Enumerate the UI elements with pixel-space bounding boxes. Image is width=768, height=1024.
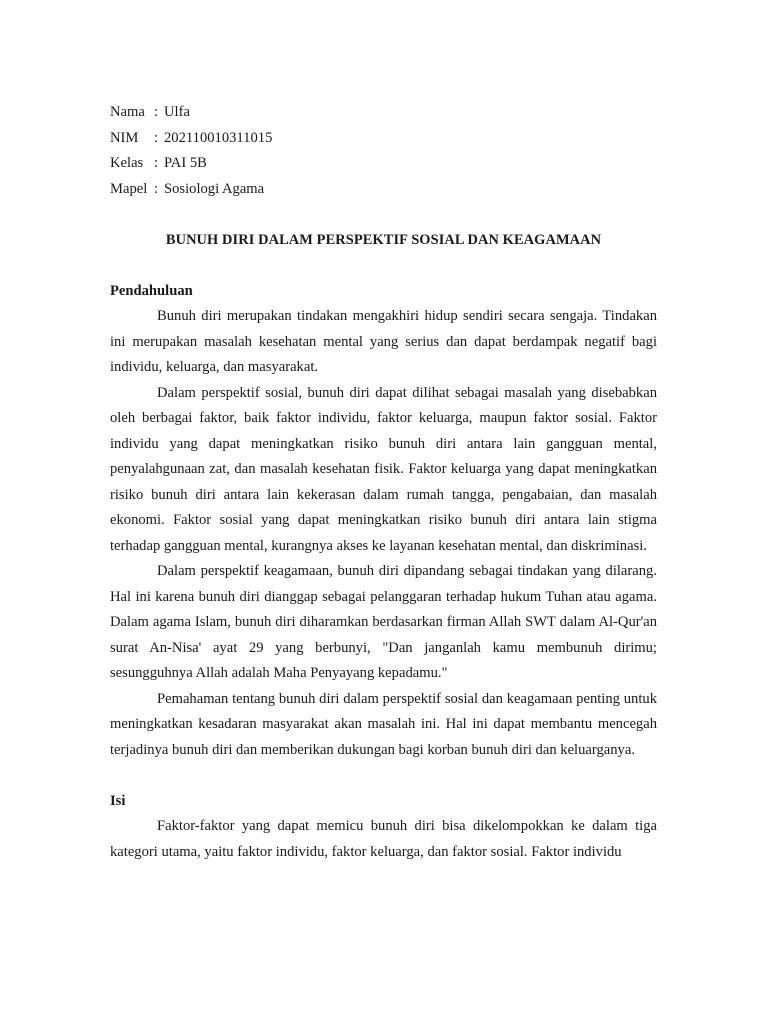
info-label: Nama bbox=[110, 104, 145, 120]
info-separator: : bbox=[154, 104, 159, 120]
info-value: Ulfa bbox=[164, 104, 190, 120]
student-info-subject bbox=[110, 177, 657, 203]
paragraph: Bunuh diri merupakan tindakan mengakhiri hidup sendiri secara sengaja. Tindakan ini merupakan masalah kesehatan mental yang serius dan dapat berdampak negatif bagi individu, keluarga, dan masyarakat. bbox=[110, 308, 657, 375]
student-info-class bbox=[110, 151, 657, 177]
section-heading-pendahuluan: Pendahuluan bbox=[110, 282, 193, 299]
paragraph: Dalam perspektif sosial, bunuh diri dapat dilihat sebagai masalah yang disebabkan oleh berbagai faktor, baik faktor individu, faktor keluarga, maupun faktor sosial. Faktor individu yang dapat meningkatkan risiko bunuh diri antara lain gangguan mental, penyalahgunaan zat, dan masalah kesehatan fisik. Faktor keluarga yang dapat meningkatkan risiko bunuh diri antara lain kekerasan dalam rumah tangga, pengabaian, dan masalah ekonomi. Faktor sosial yang dapat meningkatkan risiko bunuh diri antara lain stigma terhadap gangguan mental, kurangnya akses ke layanan kesehatan mental, dan diskriminasi. bbox=[110, 384, 657, 554]
info-label: Kelas bbox=[110, 155, 144, 171]
info-value: 202110010311015 bbox=[164, 129, 273, 146]
student-info-name bbox=[110, 100, 657, 126]
paragraph: Faktor-faktor yang dapat memicu bunuh diri bisa dikelompokkan ke dalam tiga kategori utama, yaitu faktor individu, faktor keluarga, dan faktor sosial. Faktor individu bbox=[110, 818, 657, 860]
info-value: PAI 5B bbox=[164, 155, 207, 171]
document-body bbox=[110, 100, 657, 865]
section-heading-isi: Isi bbox=[110, 792, 126, 809]
student-info bbox=[110, 100, 657, 202]
info-value: Sosiologi Agama bbox=[164, 180, 265, 197]
info-label: Mapel bbox=[110, 180, 148, 197]
info-separator: : bbox=[154, 129, 159, 146]
info-separator: : bbox=[154, 180, 159, 197]
info-label: NIM bbox=[110, 129, 139, 146]
student-info-nim bbox=[110, 126, 657, 152]
paragraph: Dalam perspektif keagamaan, bunuh diri dipandang sebagai tindakan yang dilarang. Hal ini karena bunuh diri dianggap sebagai pelanggaran terhadap hukum Tuhan atau agama. Dalam agama Islam, bunuh diri diharamkan berdasarkan firman Allah SWT dalam Al-Qur'an surat An-Nisa' ayat 29 yang berbunyi, "Dan janganlah kamu membunuh dirimu; sesungguhnya Allah adalah Maha Penyayang kepadamu." bbox=[110, 563, 657, 681]
document-title: BUNUH DIRI DALAM PERSPEKTIF SOSIAL DAN KEAGAMAAN bbox=[165, 231, 602, 248]
paragraph: Pemahaman tentang bunuh diri dalam perspektif sosial dan keagamaan penting untuk meningkatkan kesadaran masyarakat akan masalah ini. Hal ini dapat membantu mencegah terjadinya bunuh diri dan memberikan dukungan bagi korban bunuh diri dan keluarganya. bbox=[110, 690, 657, 758]
info-separator: : bbox=[154, 155, 159, 171]
